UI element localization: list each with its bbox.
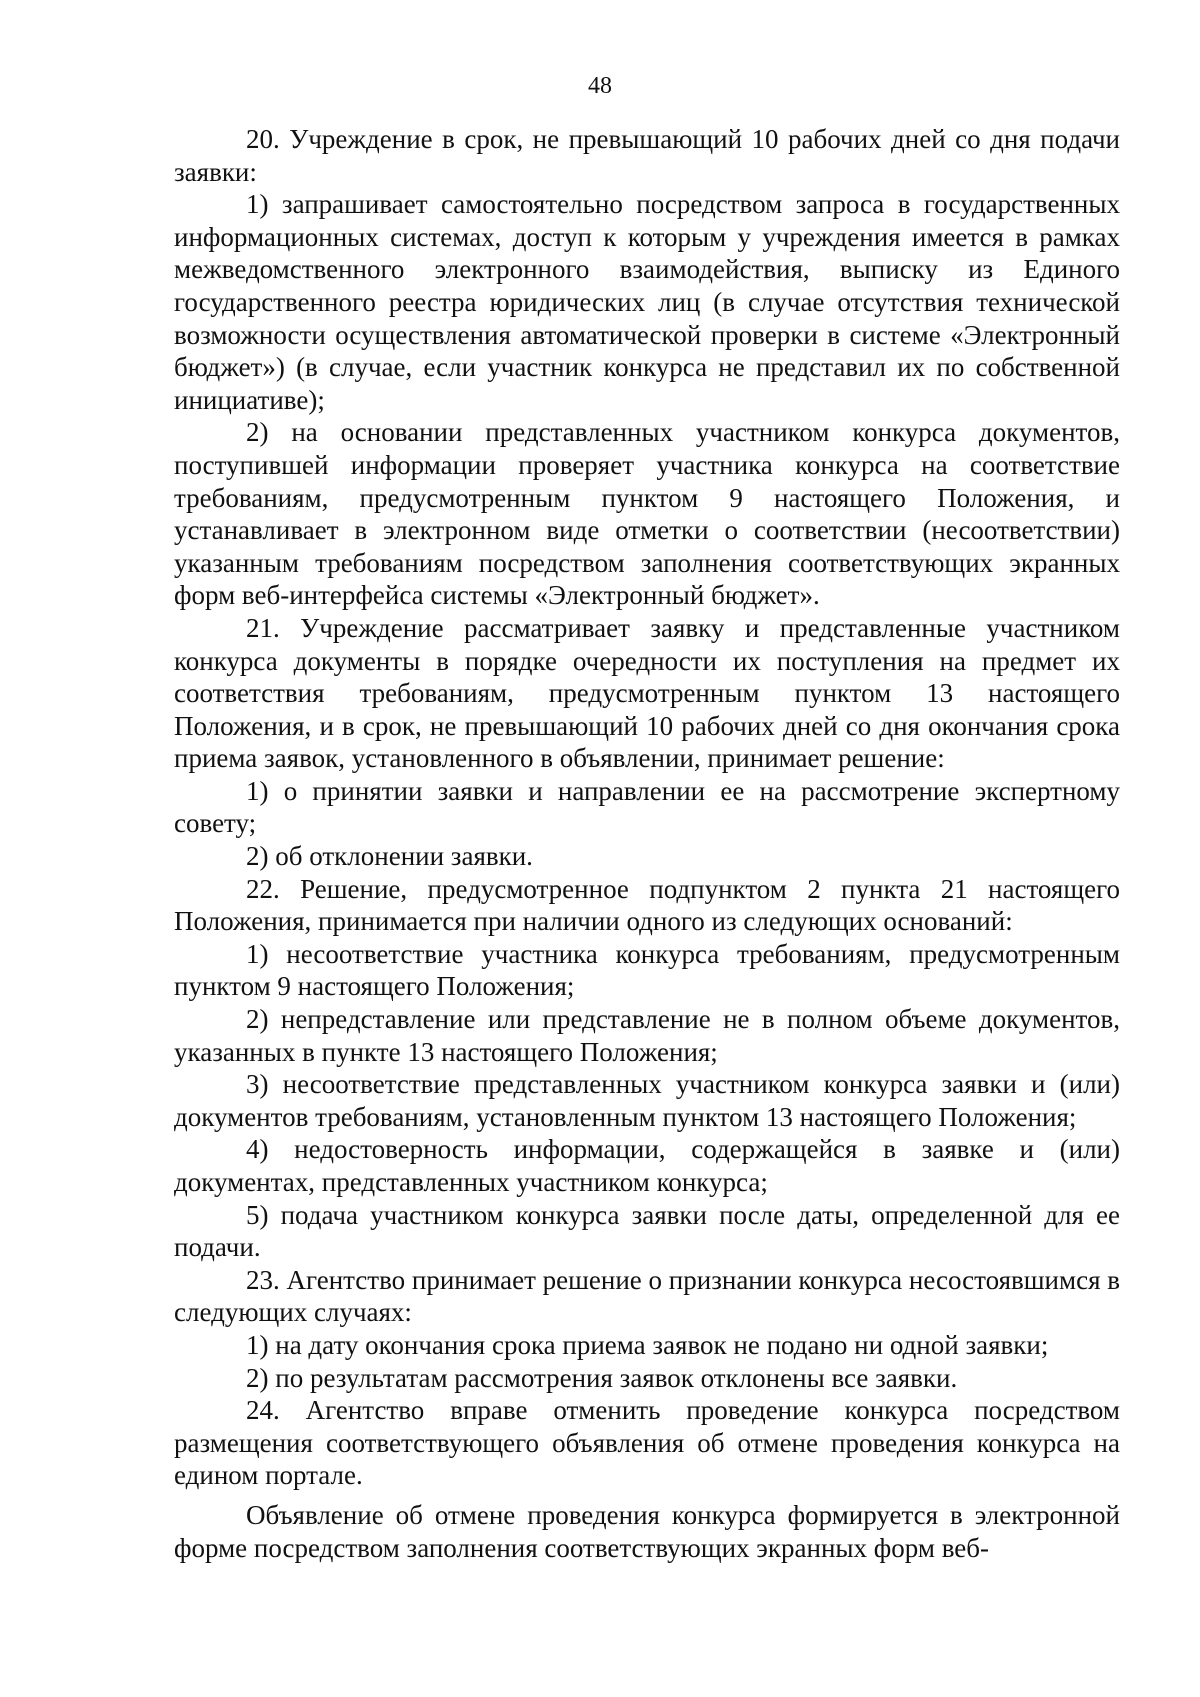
paragraph-22-item-3: 3) несоответствие представленных участником конкурса заявки и (или) документов требованиям, установленным пунктом 13 настоящего Положения; bbox=[174, 1069, 1120, 1132]
paragraph-23: 23. Агентство принимает решение о признании конкурса несостоявшимся в следующих случаях: bbox=[174, 1264, 1120, 1328]
page-number: 48 bbox=[588, 73, 612, 99]
paragraph-20: 20. Учреждение в срок, не превышающий 10 рабочих дней со дня подачи заявки: bbox=[174, 124, 1120, 187]
paragraph-22-item-4: 4) недостоверность информации, содержащейся в заявке и (или) документах, представленных участником конкурса; bbox=[174, 1134, 1120, 1197]
paragraph-22-item-5: 5) подача участником конкурса заявки после даты, определенной для ее подачи. bbox=[174, 1199, 1120, 1263]
paragraph-21-item-1: 1) о принятии заявки и направлении ее на рассмотрение экспертному совету; bbox=[174, 775, 1120, 839]
paragraph-22: 22. Решение, предусмотренное подпунктом 2 пункта 21 настоящего Положения, принимается при наличии одного из следующих оснований: bbox=[174, 873, 1120, 937]
paragraph-24: 24. Агентство вправе отменить проведение конкурса посредством размещения соответствующего объявления об отмене проведения конкурса на едином портале. bbox=[174, 1395, 1120, 1491]
paragraph-24-continuation: Объявление об отмене проведения конкурса формируется в электронной форме посредством заполнения соответствующих экранных форм веб- bbox=[174, 1499, 1120, 1563]
paragraph-20-item-2: 2) на основании представленных участником конкурса документов, поступившей информации проверяет участника конкурса на соответствие требованиям, предусмотренным пунктом 9 настоящего Положения, и устанавливает в электронном виде отметки о соответствии (несоответствии) указанным требованиям посредством заполнения соответствующих экранных форм веб-интерфейса системы «Электронный бюджет». bbox=[174, 417, 1120, 611]
paragraph-22-item-1: 1) несоответствие участника конкурса требованиям, предусмотренным пунктом 9 настоящего Положения; bbox=[174, 938, 1120, 1002]
paragraph-20-item-1: 1) запрашивает самостоятельно посредством запроса в государственных информационных системах, доступ к которым у учреждения имеется в рамках межведомственного электронного взаимодействия, выписку из Единого государственного реестра юридических лиц (в случае отсутствия технической возможности осуществления автоматической проверки в системе «Электронный бюджет») (в случае, если участник конкурса не представил их по собственной инициативе); bbox=[174, 189, 1120, 415]
paragraph-23-item-1: 1) на дату окончания срока приема заявок не подано ни одной заявки; bbox=[246, 1329, 1049, 1360]
paragraph-21-item-2: 2) об отклонении заявки. bbox=[246, 841, 533, 872]
paragraph-23-item-2: 2) по результатам рассмотрения заявок отклонены все заявки. bbox=[246, 1362, 958, 1393]
paragraph-22-item-2: 2) непредставление или представление не в полном объеме документов, указанных в пункте 13 настоящего Положения; bbox=[174, 1004, 1120, 1067]
paragraph-21: 21. Учреждение рассматривает заявку и представленные участником конкурса документы в порядке очередности их поступления на предмет их соответствия требованиям, предусмотренным пунктом 13 настоящего Положения, и в срок, не превышающий 10 рабочих дней со дня окончания срока приема заявок, установленного в объявлении, принимает решение: bbox=[174, 612, 1120, 774]
document-body bbox=[174, 123, 1120, 1564]
